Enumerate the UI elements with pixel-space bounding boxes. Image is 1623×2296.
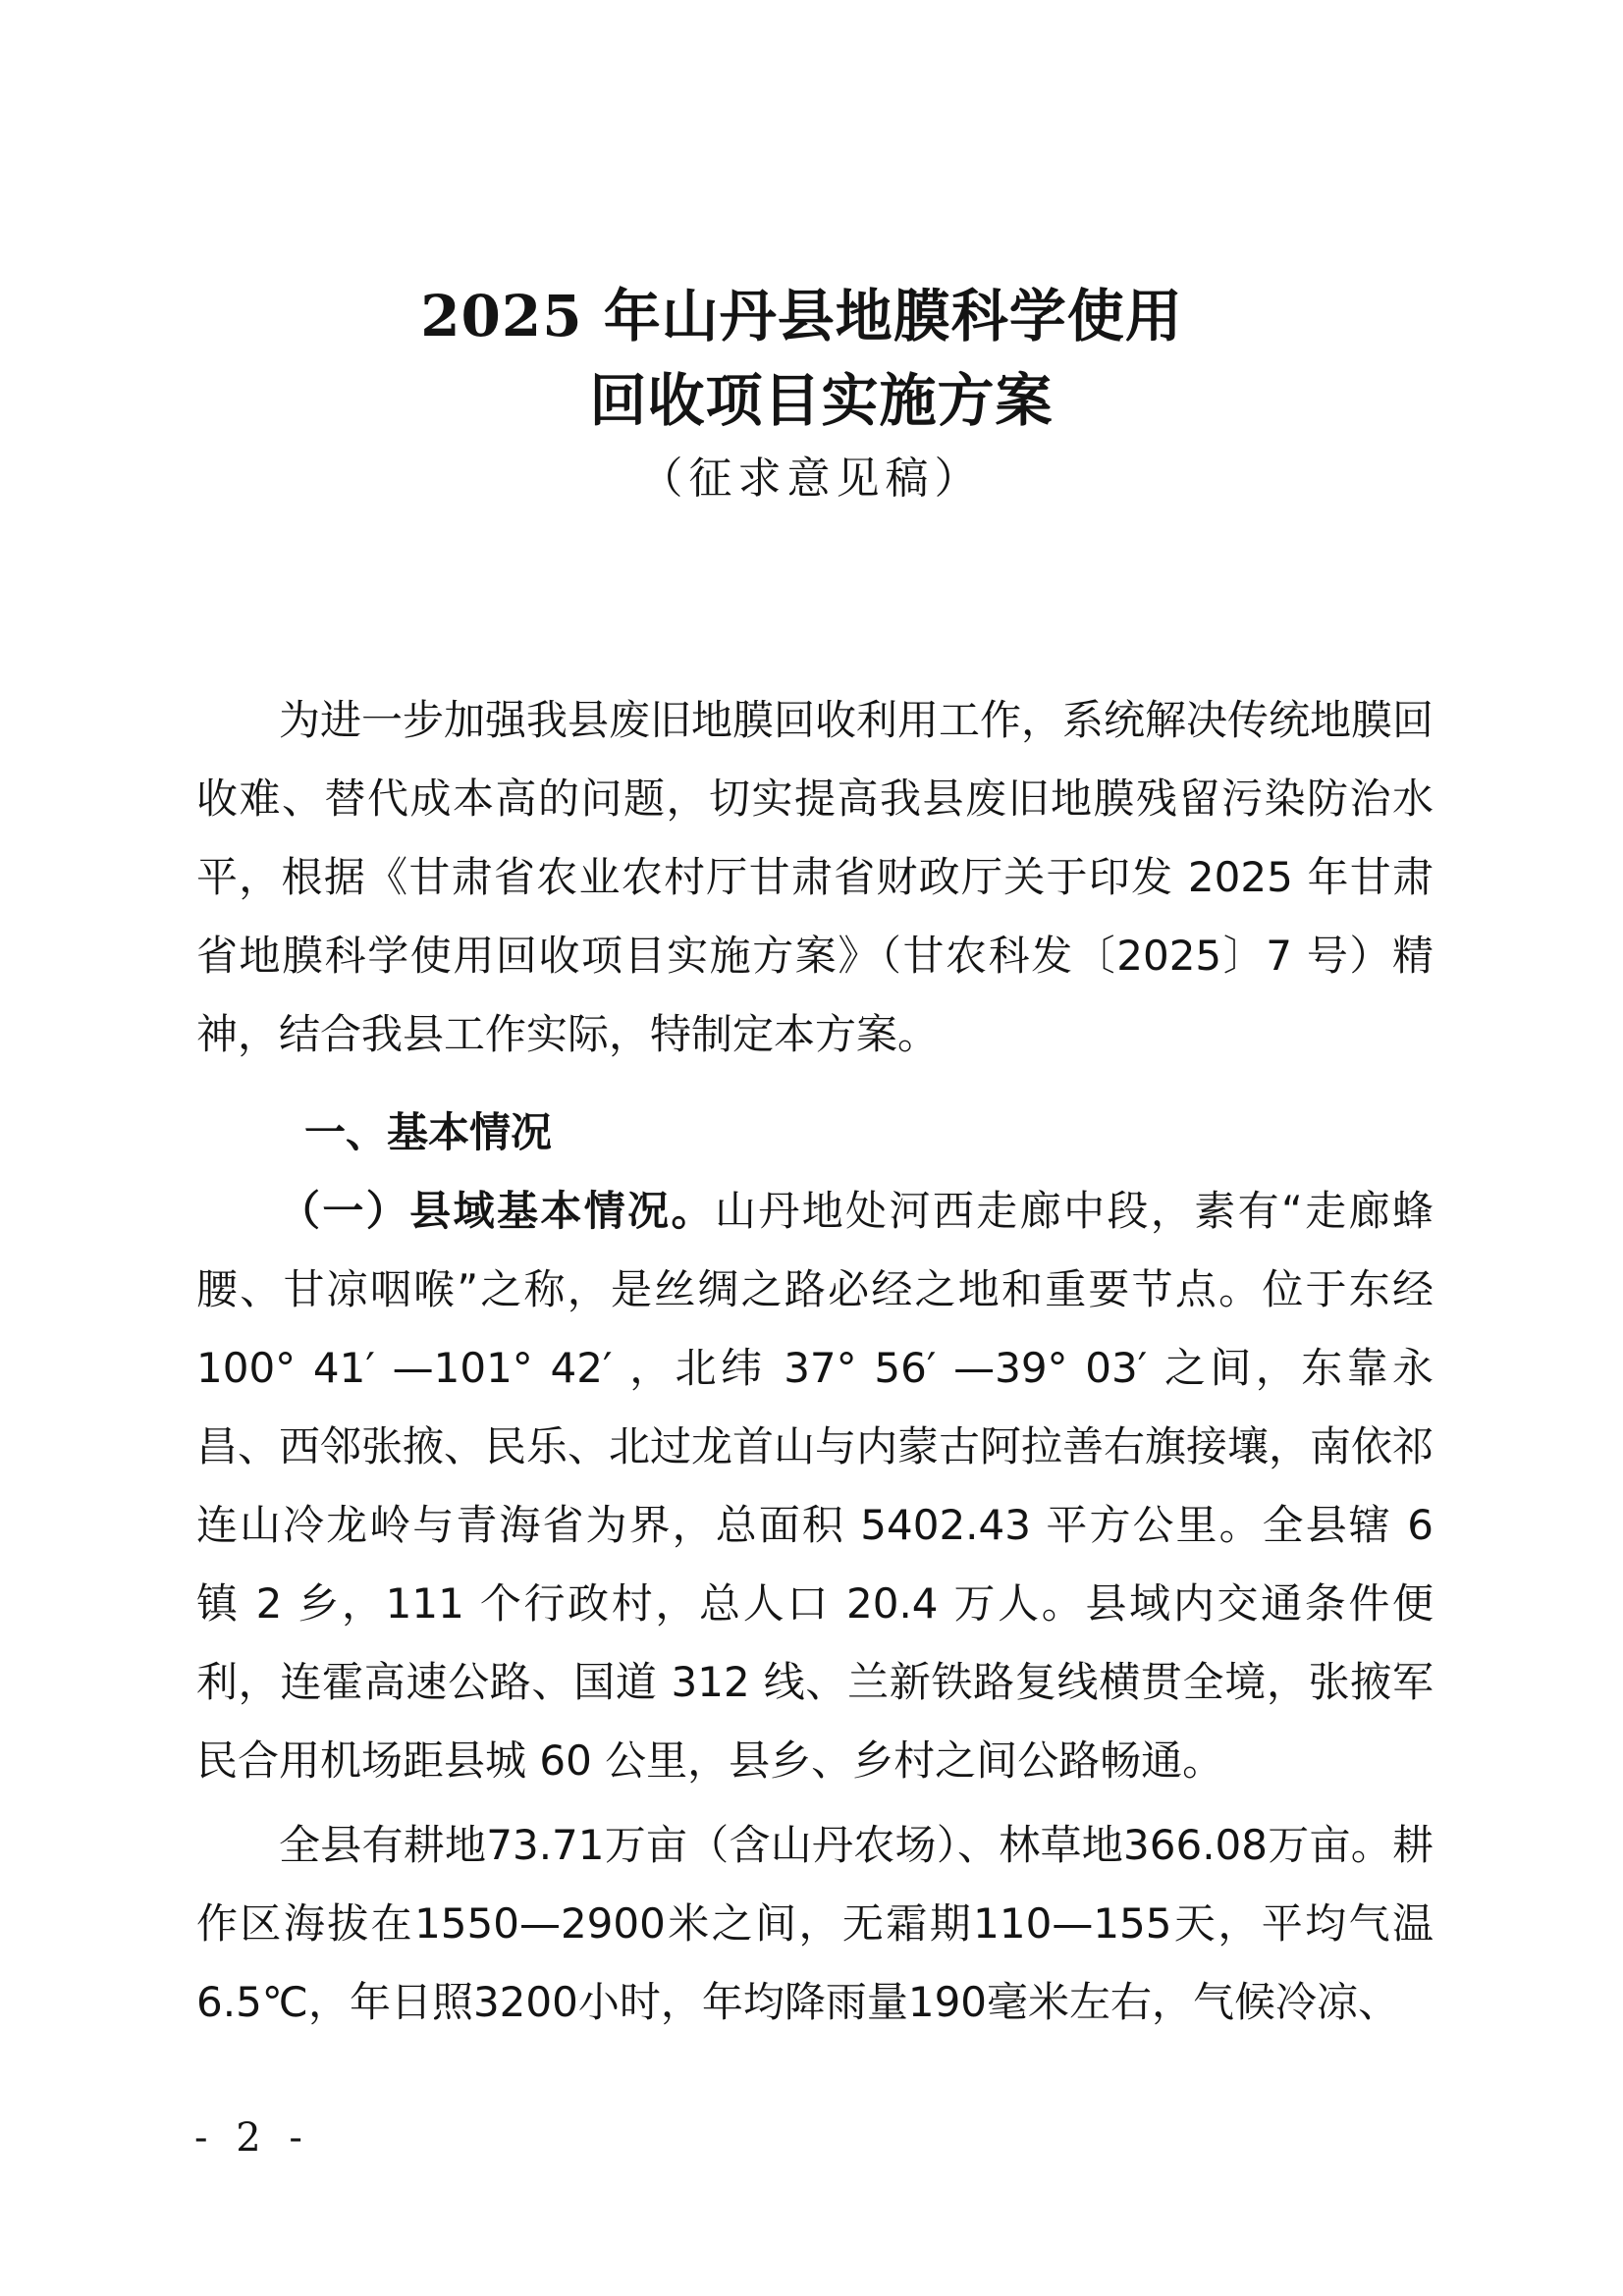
page-number: - 2 - — [194, 2115, 310, 2161]
farmland-paragraph: 全县有耕地73.71万亩（含山丹农场）、林草地366.08万亩。耕作区海拔在1550—2900米之间，无霜期110—155天，平均气温6.5℃，年日照3200小时，年均降雨量190毫米左右，气候冷凉、 — [196, 1821, 1434, 2026]
county-overview-text: 山丹地处河西走廊中段，素有“走廊蜂腰、甘凉咽喉”之称，是丝绸之路必经之地和重要节点。位于东经 100° 41′ —101° 42′ ，北纬 37° 56′ —39° 03′ 之间，东靠永昌、西邻张掖、民乐、北过龙首山与内蒙古阿拉善右旗接壤，南依祁连山冷龙岭与青海省为界，总面积 5402.43 平方公里。全县辖 6 镇 2 乡，111 个行政村，总人口 20.4 万人。县域内交通条件便利，连霍高速公路、国道 312 线、兰新铁路复线横贯全境，张掖军民合用机场距县城 60 公里，县乡、乡村之间公路畅通。 — [196, 1187, 1434, 1785]
county-overview-paragraph — [196, 1172, 1434, 1800]
document-subtitle: （征求意见稿） — [639, 454, 984, 504]
section-heading-basic-situation: 一、基本情况 — [304, 1108, 553, 1156]
subsection-heading-county-overview: （一）县域基本情况。 — [279, 1187, 715, 1235]
document-title-line-2: 回收项目实施方案 — [589, 367, 1054, 434]
document-title-line-1: 2025 年山丹县地膜科学使用 — [420, 283, 1183, 349]
intro-paragraph: 为进一步加强我县废旧地膜回收利用工作，系统解决传统地膜回收难、替代成本高的问题，切实提高我县废旧地膜残留污染防治水平，根据《甘肃省农业农村厅甘肃省财政厅关于印发 2025 年甘肃省地膜科学使用回收项目实施方案》（甘农科发〔2025〕7 号）精神，结合我县工作实际，特制定本方案。 — [196, 696, 1434, 1058]
